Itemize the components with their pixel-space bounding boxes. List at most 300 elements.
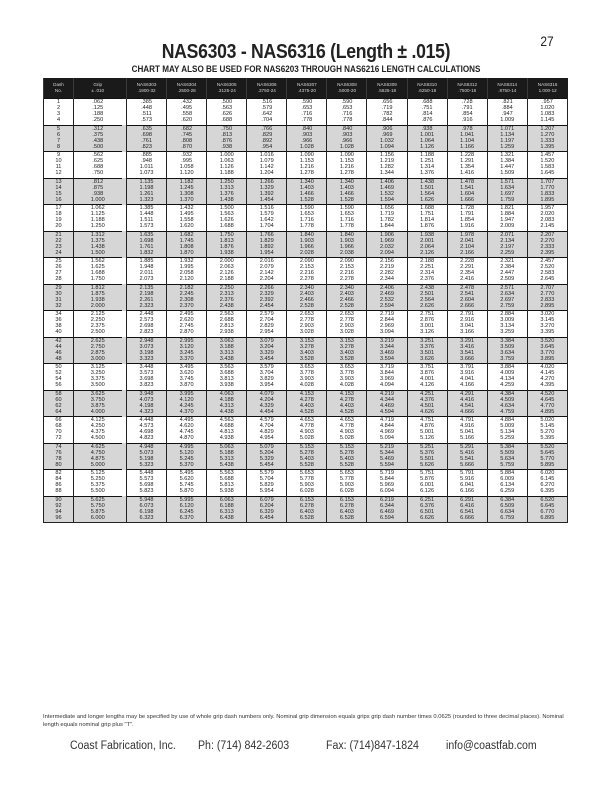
cell-value: 2.448: [139, 311, 154, 317]
table-header-row: [44, 78, 568, 99]
cell-value: 6.028: [339, 488, 354, 495]
cell-value: 5.778: [299, 476, 314, 483]
cell-value: 2.198: [139, 290, 154, 297]
cell-value: 5.166: [460, 435, 475, 442]
table-cell: [44, 125, 74, 152]
cell-value: 1.104: [460, 137, 475, 144]
table-cell: [127, 152, 167, 179]
cell-value: 1.438: [90, 243, 105, 250]
cell-value: 4.995: [179, 443, 194, 450]
cell-value: 3.620: [179, 370, 194, 377]
cell-value: 5.969: [380, 482, 394, 489]
cell-value: 5.291: [460, 443, 475, 450]
cell-value: 4.829: [259, 429, 274, 436]
cell-value: 5.323: [139, 461, 154, 468]
cell-value: 3.563: [219, 364, 234, 370]
cell-value: 1.028: [299, 143, 314, 150]
table-cell: [527, 231, 567, 258]
cell-value: 5.645: [540, 449, 555, 456]
table-cell: [167, 364, 207, 391]
cell-value: 5.020: [540, 417, 555, 423]
table-cell: [407, 443, 447, 470]
cell-value: 1.564: [420, 190, 435, 197]
cell-value: 4.688: [219, 423, 234, 430]
cell-value: 1.885: [139, 258, 154, 264]
cell-value: 1.892: [259, 243, 274, 250]
cell-value: 2.791: [460, 311, 475, 317]
cell-value: 1.250: [90, 223, 105, 230]
cell-value: 1.571: [500, 178, 515, 185]
cell-value: 1.528: [299, 196, 314, 203]
table-cell: [167, 311, 207, 338]
cell-value: 22: [55, 237, 62, 244]
cell-value: 4.094: [380, 382, 394, 389]
table-row-group: [44, 470, 568, 497]
table-cell: [127, 99, 167, 126]
cell-value: 1.688: [90, 270, 105, 277]
cell-value: .698: [141, 131, 152, 138]
table-cell: [247, 99, 287, 126]
cell-value: 4.291: [460, 390, 475, 397]
cell-value: 3.278: [299, 343, 314, 350]
cell-value: 2.563: [219, 311, 234, 317]
table-cell: [74, 496, 122, 523]
cell-value: 2.833: [540, 296, 555, 303]
cell-value: .875: [92, 184, 104, 191]
cell-value: 1.562: [90, 258, 105, 264]
cell-value: 4.001: [420, 376, 435, 383]
cell-value: 36: [55, 317, 62, 324]
cell-value: 1.216: [339, 164, 354, 171]
table-cell: [527, 443, 567, 470]
cell-value: 2.844: [380, 317, 394, 324]
cell-value: .188: [92, 111, 104, 118]
column-header-line2: .1900-32: [137, 88, 156, 93]
cell-value: 2.000: [219, 258, 234, 264]
table-cell: [367, 125, 407, 152]
cell-value: 5.916: [460, 476, 475, 483]
cell-value: 1.340: [299, 178, 314, 185]
cell-value: 4.120: [179, 396, 194, 403]
table-cell: [44, 99, 74, 126]
cell-value: .969: [381, 131, 393, 138]
table-cell: [287, 470, 327, 497]
table-cell: [327, 125, 367, 152]
cell-value: 1.957: [540, 205, 555, 211]
company-name: Coast Fabrication, Inc.: [70, 740, 176, 752]
cell-value: 1.876: [219, 243, 234, 250]
cell-value: 1.903: [339, 237, 354, 244]
column-header-line1: NAS6314: [497, 82, 518, 87]
table-cell: [527, 125, 567, 152]
table-cell: [487, 337, 527, 364]
cell-value: 2.995: [179, 337, 194, 344]
table-row-group: [44, 337, 568, 364]
table-cell: [487, 178, 527, 205]
cell-value: 2.245: [179, 290, 194, 297]
cell-value: .448: [141, 105, 152, 112]
cell-value: 1.403: [299, 184, 314, 191]
cell-value: 5.903: [339, 482, 354, 489]
column-header-line2: .4375-20: [297, 88, 316, 93]
cell-value: 1.416: [460, 170, 475, 177]
cell-value: 76: [55, 449, 62, 456]
cell-value: 3.770: [540, 349, 555, 356]
cell-value: 1.125: [90, 211, 105, 218]
cell-value: 1.188: [219, 170, 234, 177]
cell-value: 1.438: [420, 178, 435, 185]
cell-value: 2.457: [540, 258, 555, 264]
cell-value: 2.333: [540, 243, 555, 250]
column-header: [207, 78, 247, 99]
cell-value: 5.875: [90, 508, 105, 515]
cell-value: 54: [55, 376, 62, 383]
cell-value: 6.520: [540, 496, 555, 503]
column-header-line2: .3125-24: [217, 88, 236, 93]
cell-value: 3.719: [380, 364, 394, 370]
cell-value: 3.120: [179, 343, 194, 350]
cell-value: 5.278: [339, 449, 354, 456]
cell-value: 26: [55, 264, 62, 271]
table-cell: [447, 364, 487, 391]
table-cell: [247, 178, 287, 205]
cell-value: 4.509: [500, 396, 515, 403]
cell-value: 4.454: [259, 408, 274, 415]
table-cell: [44, 205, 74, 232]
cell-value: 5.954: [259, 488, 274, 495]
cell-value: 2.370: [179, 302, 194, 309]
column-header: [327, 78, 367, 99]
cell-value: 2.395: [540, 249, 555, 256]
table-cell: [167, 470, 207, 497]
cell-value: 5.469: [380, 455, 394, 462]
table-cell: [407, 125, 447, 152]
cell-value: 2.094: [380, 249, 394, 256]
cell-value: 2.282: [380, 270, 394, 277]
cell-value: 4: [56, 117, 61, 124]
table-cell: [487, 443, 527, 470]
cell-value: 6.370: [179, 514, 194, 521]
cell-value: 9: [56, 152, 61, 158]
cell-value: 6.153: [339, 496, 354, 503]
cell-value: .957: [541, 99, 553, 105]
cell-value: .814: [421, 111, 433, 118]
cell-value: 4.620: [179, 423, 194, 430]
table-cell: [127, 470, 167, 497]
table-cell: [44, 364, 74, 391]
table-row-group: [44, 99, 568, 126]
cell-value: 6.416: [460, 502, 475, 509]
cell-value: 1.094: [380, 143, 394, 150]
cell-value: 5.009: [500, 423, 515, 430]
cell-value: 5.778: [339, 476, 354, 483]
cell-value: 4.528: [339, 408, 354, 415]
cell-value: 27: [55, 270, 62, 277]
cell-value: 5.259: [500, 435, 515, 442]
cell-value: 1.291: [460, 158, 475, 165]
cell-value: .840: [301, 125, 313, 132]
cell-value: 1.182: [179, 178, 194, 185]
cell-value: 4.844: [380, 423, 394, 430]
table-cell: [447, 178, 487, 205]
cell-value: 1.000: [219, 152, 234, 158]
column-header: [74, 78, 122, 99]
cell-value: 1.751: [420, 211, 435, 218]
cell-value: 3.626: [420, 355, 435, 362]
cell-value: 40: [55, 329, 62, 336]
table-cell: [74, 443, 122, 470]
cell-value: 2: [56, 105, 61, 112]
cell-value: .966: [341, 137, 353, 144]
cell-value: 3.134: [500, 323, 515, 330]
cell-value: 1.041: [460, 131, 475, 138]
cell-value: 4.745: [179, 429, 194, 436]
cell-value: 5.876: [420, 476, 435, 483]
cell-value: 2.278: [299, 276, 314, 283]
cell-value: .438: [92, 137, 104, 144]
cell-value: 1.313: [219, 184, 234, 191]
cell-value: 6.063: [219, 496, 234, 503]
cell-value: 2.745: [179, 323, 194, 330]
cell-value: 5.125: [90, 470, 105, 476]
cell-value: 5.500: [90, 488, 105, 495]
cell-value: 3.384: [500, 337, 515, 344]
column-header-line1: NAS6304: [176, 82, 197, 87]
cell-value: 3.009: [500, 317, 515, 324]
cell-value: 3.370: [179, 355, 194, 362]
cell-value: 3.903: [299, 376, 314, 383]
table-cell: [487, 284, 527, 311]
cell-value: 1.966: [299, 243, 314, 250]
table-cell: [487, 364, 527, 391]
cell-value: 5.528: [339, 461, 354, 468]
cell-value: .813: [221, 131, 233, 138]
cell-value: 5.829: [259, 482, 274, 489]
cell-value: 1.509: [500, 170, 515, 177]
cell-value: 2.219: [380, 264, 394, 271]
cell-value: 2.153: [339, 264, 354, 271]
cell-value: 2.875: [90, 349, 105, 356]
cell-value: 1.579: [259, 211, 274, 218]
cell-value: 4.134: [500, 376, 515, 383]
cell-value: .635: [141, 125, 152, 132]
table-cell: [527, 258, 567, 285]
cell-value: 5.579: [259, 470, 274, 476]
cell-value: 4.153: [339, 390, 354, 397]
cell-value: 1.375: [90, 237, 105, 244]
table-cell: [207, 99, 247, 126]
cell-value: 1.064: [420, 137, 435, 144]
cell-value: 2.829: [259, 323, 274, 330]
cell-value: 1.716: [299, 217, 314, 224]
cell-value: 3.995: [179, 390, 194, 397]
cell-value: 4.063: [219, 390, 234, 397]
table-cell: [207, 152, 247, 179]
table-cell: [127, 337, 167, 364]
cell-value: 4.770: [540, 402, 555, 409]
cell-value: 2.495: [179, 311, 194, 317]
column-header-line1: NAS6303: [136, 82, 157, 87]
cell-value: 1.808: [179, 243, 194, 250]
table-cell: [247, 496, 287, 523]
cell-value: .728: [461, 99, 473, 105]
cell-value: 4.875: [90, 455, 105, 462]
cell-value: 1.938: [90, 296, 105, 303]
table-cell: [247, 152, 287, 179]
cell-value: 31: [55, 296, 62, 303]
cell-value: 2.698: [139, 323, 154, 330]
cell-value: .375: [92, 131, 104, 138]
cell-value: 1.198: [139, 184, 154, 191]
cell-value: 2.466: [299, 296, 314, 303]
cell-value: 3.645: [540, 343, 555, 350]
cell-value: 1.688: [219, 223, 234, 230]
cell-value: 5.719: [380, 470, 394, 476]
cell-value: 1.312: [90, 231, 105, 238]
cell-value: 1.395: [540, 143, 555, 150]
cell-value: 5.704: [259, 476, 274, 483]
cell-value: .682: [181, 125, 193, 132]
cell-value: 3.875: [90, 402, 105, 409]
cell-value: 4.278: [339, 396, 354, 403]
table-cell: [327, 390, 367, 417]
column-header: [127, 78, 167, 99]
cell-value: 4.704: [259, 423, 274, 430]
table-cell: [327, 205, 367, 232]
cell-value: 1.495: [179, 211, 194, 218]
cell-value: 6.438: [219, 514, 234, 521]
cell-value: 3.509: [500, 343, 515, 350]
cell-value: 16: [55, 196, 62, 203]
table-cell: [287, 311, 327, 338]
cell-value: 1.245: [179, 184, 194, 191]
cell-value: 5.403: [339, 455, 354, 462]
cell-value: 1.766: [259, 231, 274, 238]
cell-value: 6.344: [380, 502, 394, 509]
cell-value: 1.833: [540, 190, 555, 197]
table-cell: [167, 337, 207, 364]
table-cell: [447, 258, 487, 285]
column-header: [527, 78, 567, 99]
cell-value: 1.321: [500, 152, 515, 158]
phone-number: Ph: (714) 842-2603: [198, 740, 290, 752]
cell-value: 5.541: [460, 455, 475, 462]
email-address: info@coastfab.com: [446, 740, 537, 752]
cell-value: 2.778: [339, 317, 354, 324]
cell-value: .495: [181, 105, 193, 112]
cell-value: 2.071: [500, 231, 515, 238]
cell-value: 1.063: [219, 158, 234, 165]
table-cell: [527, 99, 567, 126]
cell-value: .719: [381, 105, 393, 112]
cell-value: 5.219: [380, 443, 394, 450]
cell-value: 3.454: [259, 355, 274, 362]
cell-value: 3.125: [90, 364, 105, 370]
cell-value: 2.308: [179, 296, 194, 303]
cell-value: 1.626: [420, 196, 435, 203]
cell-value: 2.454: [259, 302, 274, 309]
table-cell: [367, 258, 407, 285]
cell-value: 1.438: [219, 196, 234, 203]
cell-value: 1.457: [540, 152, 555, 158]
cell-value: 4.969: [380, 429, 394, 436]
table-cell: [287, 205, 327, 232]
cell-value: 2.090: [339, 258, 354, 264]
cell-value: 5.884: [500, 470, 515, 476]
cell-value: 1.135: [139, 178, 154, 185]
cell-value: 1.011: [139, 164, 154, 171]
cell-value: 3.219: [380, 337, 394, 344]
cell-value: 7: [56, 137, 61, 144]
cell-value: 1.932: [179, 258, 194, 264]
cell-value: 1.016: [259, 152, 274, 158]
cell-value: 1.642: [259, 217, 274, 224]
table-cell: [247, 390, 287, 417]
table-cell: [527, 284, 567, 311]
cell-value: .876: [221, 137, 233, 144]
cell-value: 58: [55, 390, 62, 397]
cell-value: 5.073: [139, 449, 154, 456]
column-header-line2: .8750-14: [498, 88, 517, 93]
cell-value: 34: [55, 311, 62, 317]
cell-value: .750: [92, 170, 104, 177]
cell-value: 1.454: [259, 196, 274, 203]
table-cell: [44, 311, 74, 338]
cell-value: 6.204: [259, 502, 274, 509]
cell-value: 6.000: [90, 514, 105, 521]
cell-value: 3.528: [339, 355, 354, 362]
cell-value: 4.375: [90, 429, 105, 436]
cell-value: 2.620: [179, 317, 194, 324]
cell-value: 3.166: [460, 329, 475, 336]
table-cell: [167, 417, 207, 444]
cell-value: 3.438: [219, 355, 234, 362]
table-cell: [487, 311, 527, 338]
table-cell: [74, 125, 122, 152]
cell-value: 5.495: [179, 470, 194, 476]
cell-value: 1.814: [420, 217, 435, 224]
table-cell: [127, 231, 167, 258]
cell-value: 5.094: [380, 435, 394, 442]
cell-value: 1.469: [380, 184, 394, 191]
cell-value: 2.270: [540, 237, 555, 244]
cell-value: 56: [55, 382, 62, 389]
cell-value: 4.594: [380, 408, 394, 415]
cell-value: 3.145: [540, 317, 555, 324]
table-cell: [327, 496, 367, 523]
cell-value: 3.823: [139, 382, 154, 389]
table-cell: [207, 178, 247, 205]
cell-value: 3.813: [219, 376, 234, 383]
table-cell: [44, 496, 74, 523]
cell-value: 2.011: [139, 270, 154, 277]
cell-value: 3.634: [500, 349, 515, 356]
cell-value: 1.447: [500, 164, 515, 171]
cell-value: 3.028: [339, 329, 354, 336]
cell-value: .876: [421, 117, 433, 124]
table-row-group: [44, 258, 568, 285]
cell-value: 3.188: [219, 343, 234, 350]
cell-value: 3.153: [339, 337, 354, 344]
cell-value: 4.520: [540, 390, 555, 397]
cell-value: 1.282: [380, 164, 394, 171]
cell-value: .791: [461, 105, 473, 112]
cell-value: 2.135: [139, 284, 154, 291]
cell-value: 5.509: [500, 449, 515, 456]
cell-value: 5.995: [179, 496, 194, 503]
cell-value: 2.876: [420, 317, 435, 324]
table-cell: [127, 390, 167, 417]
